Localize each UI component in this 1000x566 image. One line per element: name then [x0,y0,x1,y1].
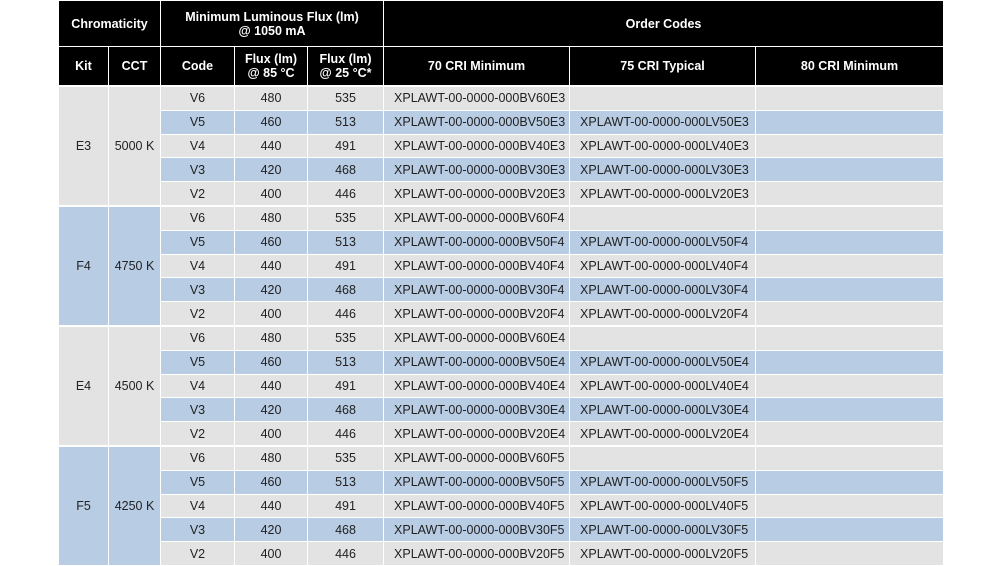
flux-25-cell: 535 [308,206,384,230]
code-cell: V6 [161,326,235,350]
flux-85-cell: 420 [235,398,308,422]
cri75-code-cell: XPLAWT-00-0000-000LV20F4 [570,302,756,326]
cri75-code-cell [570,326,756,350]
flux-85-cell: 420 [235,158,308,182]
flux-85-cell: 400 [235,182,308,206]
cri75-code-cell: XPLAWT-00-0000-000LV40E3 [570,134,756,158]
table-row [59,350,944,374]
cri70-code-cell: XPLAWT-00-0000-000BV50E3 [384,110,570,134]
cri80-code-cell [756,350,944,374]
flux-25-cell: 491 [308,254,384,278]
header-cct: CCT [109,47,161,87]
cri70-code-cell: XPLAWT-00-0000-000BV30E3 [384,158,570,182]
cct-cell: 4750 K [109,206,161,326]
header-flux-25-temp: @ 25 °C* [319,66,372,80]
flux-25-cell: 535 [308,86,384,110]
cri80-code-cell [756,134,944,158]
flux-25-cell: 468 [308,398,384,422]
flux-25-cell: 535 [308,446,384,470]
cri75-code-cell: XPLAWT-00-0000-000LV50F5 [570,470,756,494]
code-cell: V3 [161,278,235,302]
flux-85-cell: 420 [235,278,308,302]
cri80-code-cell [756,326,944,350]
table-row [59,134,944,158]
header-kit: Kit [59,47,109,87]
table-row [59,110,944,134]
header-order-codes: Order Codes [384,1,944,47]
code-cell: V6 [161,86,235,110]
cri75-code-cell: XPLAWT-00-0000-000LV30E4 [570,398,756,422]
cri80-code-cell [756,206,944,230]
header-flux-85 [235,47,308,87]
cri80-code-cell [756,470,944,494]
cri70-code-cell: XPLAWT-00-0000-000BV50E4 [384,350,570,374]
code-cell: V5 [161,470,235,494]
cri75-code-cell [570,86,756,110]
cri75-code-cell: XPLAWT-00-0000-000LV20F5 [570,542,756,566]
table-row [59,158,944,182]
flux-85-cell: 420 [235,518,308,542]
header-min-flux-current: @ 1050 mA [238,23,306,38]
code-cell: V5 [161,230,235,254]
code-cell: V5 [161,350,235,374]
code-cell: V4 [161,254,235,278]
cri80-code-cell [756,86,944,110]
header-flux-85-temp: @ 85 °C [247,66,295,80]
table-row [59,518,944,542]
cri70-code-cell: XPLAWT-00-0000-000BV40E4 [384,374,570,398]
table-row [59,446,944,470]
cri75-code-cell: XPLAWT-00-0000-000LV30F5 [570,518,756,542]
cri80-code-cell [756,494,944,518]
header-75-cri: 75 CRI Typical [570,47,756,87]
header-80-cri: 80 CRI Minimum [756,47,944,87]
code-cell: V6 [161,206,235,230]
flux-85-cell: 460 [235,470,308,494]
flux-85-cell: 440 [235,374,308,398]
table-row [59,206,944,230]
kit-cell: F4 [59,206,109,326]
cri80-code-cell [756,398,944,422]
flux-25-cell: 513 [308,110,384,134]
cri70-code-cell: XPLAWT-00-0000-000BV60F4 [384,206,570,230]
cri75-code-cell: XPLAWT-00-0000-000LV50F4 [570,230,756,254]
flux-85-cell: 440 [235,494,308,518]
cri75-code-cell: XPLAWT-00-0000-000LV50E4 [570,350,756,374]
flux-85-cell: 460 [235,350,308,374]
table-row [59,494,944,518]
header-min-luminous-flux [161,1,384,47]
table-row [59,422,944,446]
header-70-cri: 70 CRI Minimum [384,47,570,87]
table-row [59,398,944,422]
cri75-code-cell: XPLAWT-00-0000-000LV50E3 [570,110,756,134]
code-cell: V6 [161,446,235,470]
flux-85-cell: 480 [235,86,308,110]
cct-cell: 5000 K [109,86,161,206]
kit-cell: F5 [59,446,109,565]
table-row [59,374,944,398]
table-body [59,86,944,565]
kit-cell: E4 [59,326,109,446]
code-cell: V2 [161,302,235,326]
flux-85-cell: 460 [235,230,308,254]
flux-25-cell: 491 [308,134,384,158]
cri80-code-cell [756,302,944,326]
cri80-code-cell [756,158,944,182]
cct-cell: 4250 K [109,446,161,565]
cri70-code-cell: XPLAWT-00-0000-000BV60F5 [384,446,570,470]
code-cell: V4 [161,134,235,158]
cri80-code-cell [756,518,944,542]
flux-25-cell: 468 [308,278,384,302]
cri75-code-cell: XPLAWT-00-0000-000LV30E3 [570,158,756,182]
cri70-code-cell: XPLAWT-00-0000-000BV20F4 [384,302,570,326]
flux-85-cell: 480 [235,446,308,470]
table-row [59,302,944,326]
order-codes-table-container [58,0,943,566]
flux-25-cell: 535 [308,326,384,350]
table-row [59,542,944,566]
cri70-code-cell: XPLAWT-00-0000-000BV50F5 [384,470,570,494]
order-codes-table [58,0,944,566]
cri75-code-cell [570,206,756,230]
cri70-code-cell: XPLAWT-00-0000-000BV30F5 [384,518,570,542]
cri80-code-cell [756,110,944,134]
code-cell: V5 [161,110,235,134]
header-code: Code [161,47,235,87]
flux-25-cell: 513 [308,230,384,254]
cri70-code-cell: XPLAWT-00-0000-000BV20E4 [384,422,570,446]
cri75-code-cell: XPLAWT-00-0000-000LV40E4 [570,374,756,398]
code-cell: V4 [161,374,235,398]
flux-85-cell: 400 [235,542,308,566]
table-row [59,278,944,302]
cct-cell: 4500 K [109,326,161,446]
flux-25-cell: 513 [308,350,384,374]
cri80-code-cell [756,374,944,398]
code-cell: V3 [161,398,235,422]
flux-25-cell: 468 [308,158,384,182]
code-cell: V3 [161,518,235,542]
flux-25-cell: 446 [308,542,384,566]
cri80-code-cell [756,254,944,278]
header-flux-25 [308,47,384,87]
table-row [59,470,944,494]
code-cell: V2 [161,422,235,446]
cri75-code-cell: XPLAWT-00-0000-000LV20E3 [570,182,756,206]
cri75-code-cell: XPLAWT-00-0000-000LV20E4 [570,422,756,446]
flux-25-cell: 513 [308,470,384,494]
cri75-code-cell: XPLAWT-00-0000-000LV30F4 [570,278,756,302]
cri70-code-cell: XPLAWT-00-0000-000BV20E3 [384,182,570,206]
table-header [59,1,944,87]
cri70-code-cell: XPLAWT-00-0000-000BV40F5 [384,494,570,518]
flux-25-cell: 491 [308,494,384,518]
code-cell: V3 [161,158,235,182]
cri70-code-cell: XPLAWT-00-0000-000BV60E4 [384,326,570,350]
flux-25-cell: 446 [308,422,384,446]
cri75-code-cell: XPLAWT-00-0000-000LV40F5 [570,494,756,518]
cri80-code-cell [756,182,944,206]
table-row [59,254,944,278]
header-min-flux-title: Minimum Luminous Flux (lm) [185,9,359,24]
code-cell: V2 [161,542,235,566]
header-chromaticity: Chromaticity [59,1,161,47]
header-flux-85-label: Flux (lm) [244,52,298,66]
flux-85-cell: 480 [235,206,308,230]
table-row [59,86,944,110]
cri70-code-cell: XPLAWT-00-0000-000BV30E4 [384,398,570,422]
code-cell: V2 [161,182,235,206]
cri70-code-cell: XPLAWT-00-0000-000BV40F4 [384,254,570,278]
cri75-code-cell [570,446,756,470]
table-row [59,230,944,254]
flux-25-cell: 491 [308,374,384,398]
cri70-code-cell: XPLAWT-00-0000-000BV60E3 [384,86,570,110]
flux-85-cell: 480 [235,326,308,350]
cri70-code-cell: XPLAWT-00-0000-000BV40E3 [384,134,570,158]
header-flux-25-label: Flux (lm) [319,52,372,66]
flux-85-cell: 440 [235,134,308,158]
cri75-code-cell: XPLAWT-00-0000-000LV40F4 [570,254,756,278]
flux-25-cell: 446 [308,302,384,326]
code-cell: V4 [161,494,235,518]
flux-85-cell: 400 [235,422,308,446]
cri80-code-cell [756,542,944,566]
cri70-code-cell: XPLAWT-00-0000-000BV20F5 [384,542,570,566]
flux-25-cell: 468 [308,518,384,542]
cri70-code-cell: XPLAWT-00-0000-000BV50F4 [384,230,570,254]
flux-85-cell: 400 [235,302,308,326]
cri80-code-cell [756,422,944,446]
flux-85-cell: 460 [235,110,308,134]
flux-25-cell: 446 [308,182,384,206]
table-row [59,326,944,350]
cri70-code-cell: XPLAWT-00-0000-000BV30F4 [384,278,570,302]
kit-cell: E3 [59,86,109,206]
cri80-code-cell [756,446,944,470]
cri80-code-cell [756,230,944,254]
table-row [59,182,944,206]
flux-85-cell: 440 [235,254,308,278]
cri80-code-cell [756,278,944,302]
